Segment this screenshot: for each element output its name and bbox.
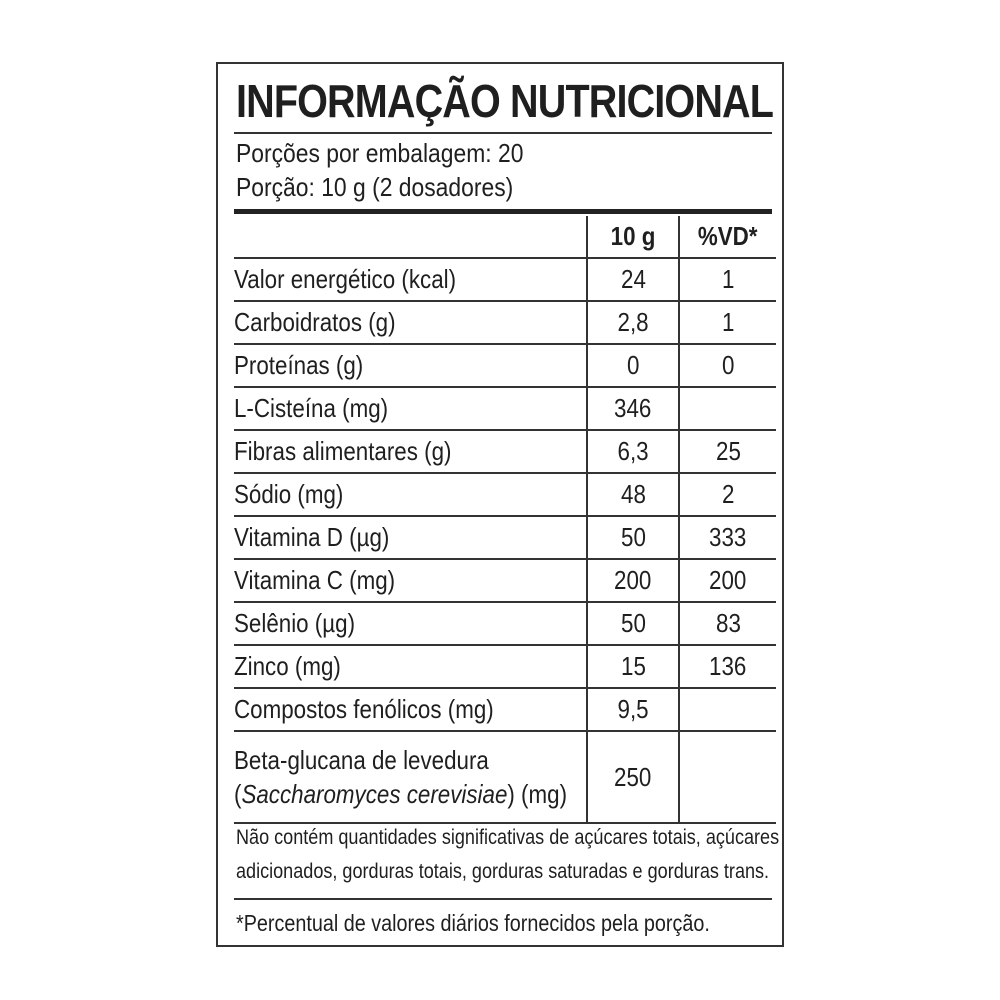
table-row — [234, 645, 776, 688]
nutrient-qty: 48 — [587, 473, 679, 516]
label-title: INFORMAÇÃO NUTRICIONAL — [236, 75, 774, 127]
nutrient-qty: 6,3 — [587, 430, 679, 473]
nutrient-name: Vitamina C (mg) — [234, 559, 587, 602]
nutrient-vd: 2 — [679, 473, 776, 516]
serving-size: Porção: 10 g (2 dosadores) — [236, 172, 514, 202]
table-header-row — [234, 216, 776, 258]
nutrient-qty: 250 — [587, 731, 679, 823]
daily-value-footnote: *Percentual de valores diários fornecidos pela porção. — [236, 910, 710, 936]
nutrient-name: Compostos fenólicos (mg) — [234, 688, 587, 731]
note-line-1: Não contém quantidades significativas de açúcares totais, açúcares — [236, 826, 780, 849]
nutrient-name: Zinco (mg) — [234, 645, 587, 688]
nutrient-name: Fibras alimentares (g) — [234, 430, 587, 473]
species-name: Saccharomyces cerevisiae — [241, 779, 508, 809]
header-name — [234, 216, 587, 258]
table-row — [234, 731, 776, 823]
nutrient-vd: 200 — [679, 559, 776, 602]
nutrient-vd — [679, 731, 776, 823]
nutrient-name: L-Cisteína (mg) — [234, 387, 587, 430]
nutrient-qty: 2,8 — [587, 301, 679, 344]
serving-divider — [234, 209, 772, 214]
table-row — [234, 430, 776, 473]
nutrient-table — [234, 216, 776, 824]
nutrient-qty: 15 — [587, 645, 679, 688]
nutrient-name: Selênio (µg) — [234, 602, 587, 645]
nutrient-vd: 1 — [679, 301, 776, 344]
nutrient-vd: 136 — [679, 645, 776, 688]
nutrient-qty: 346 — [587, 387, 679, 430]
nutrient-qty: 50 — [587, 516, 679, 559]
table-row — [234, 473, 776, 516]
header-qty: 10 g — [587, 216, 679, 258]
nutrient-qty: 9,5 — [587, 688, 679, 731]
nutrient-name-line1: Beta-glucana de levedura — [234, 745, 489, 775]
nutrient-vd: 1 — [679, 258, 776, 301]
nutrient-vd: 83 — [679, 602, 776, 645]
table-row — [234, 344, 776, 387]
nutrient-name: Vitamina D (µg) — [234, 516, 587, 559]
table-row — [234, 516, 776, 559]
nutrient-vd — [679, 688, 776, 731]
table-row — [234, 301, 776, 344]
nutrient-qty: 50 — [587, 602, 679, 645]
nutrient-vd: 25 — [679, 430, 776, 473]
nutrient-vd: 0 — [679, 344, 776, 387]
nutrient-name: Beta-glucana de levedura (Saccharomyces cerevisiae) (mg) — [234, 731, 587, 823]
footnote-divider — [234, 898, 772, 900]
table-row — [234, 559, 776, 602]
table-row — [234, 258, 776, 301]
nutrient-name: Sódio (mg) — [234, 473, 587, 516]
nutrient-vd — [679, 387, 776, 430]
nutrition-facts-panel — [216, 62, 784, 947]
table-row — [234, 688, 776, 731]
title-divider — [234, 132, 772, 134]
nutrient-qty: 0 — [587, 344, 679, 387]
note-line-2: adicionados, gorduras totais, gorduras saturadas e gorduras trans. — [236, 860, 770, 883]
nutrient-name: Proteínas (g) — [234, 344, 587, 387]
nutrient-qty: 200 — [587, 559, 679, 602]
table-row — [234, 602, 776, 645]
nutrient-qty: 24 — [587, 258, 679, 301]
table-row — [234, 387, 776, 430]
nutrient-name: Valor energético (kcal) — [234, 258, 587, 301]
header-vd: %VD* — [679, 216, 776, 258]
servings-per-package: Porções por embalagem: 20 — [236, 138, 524, 168]
nutrient-vd: 333 — [679, 516, 776, 559]
nutrient-name: Carboidratos (g) — [234, 301, 587, 344]
